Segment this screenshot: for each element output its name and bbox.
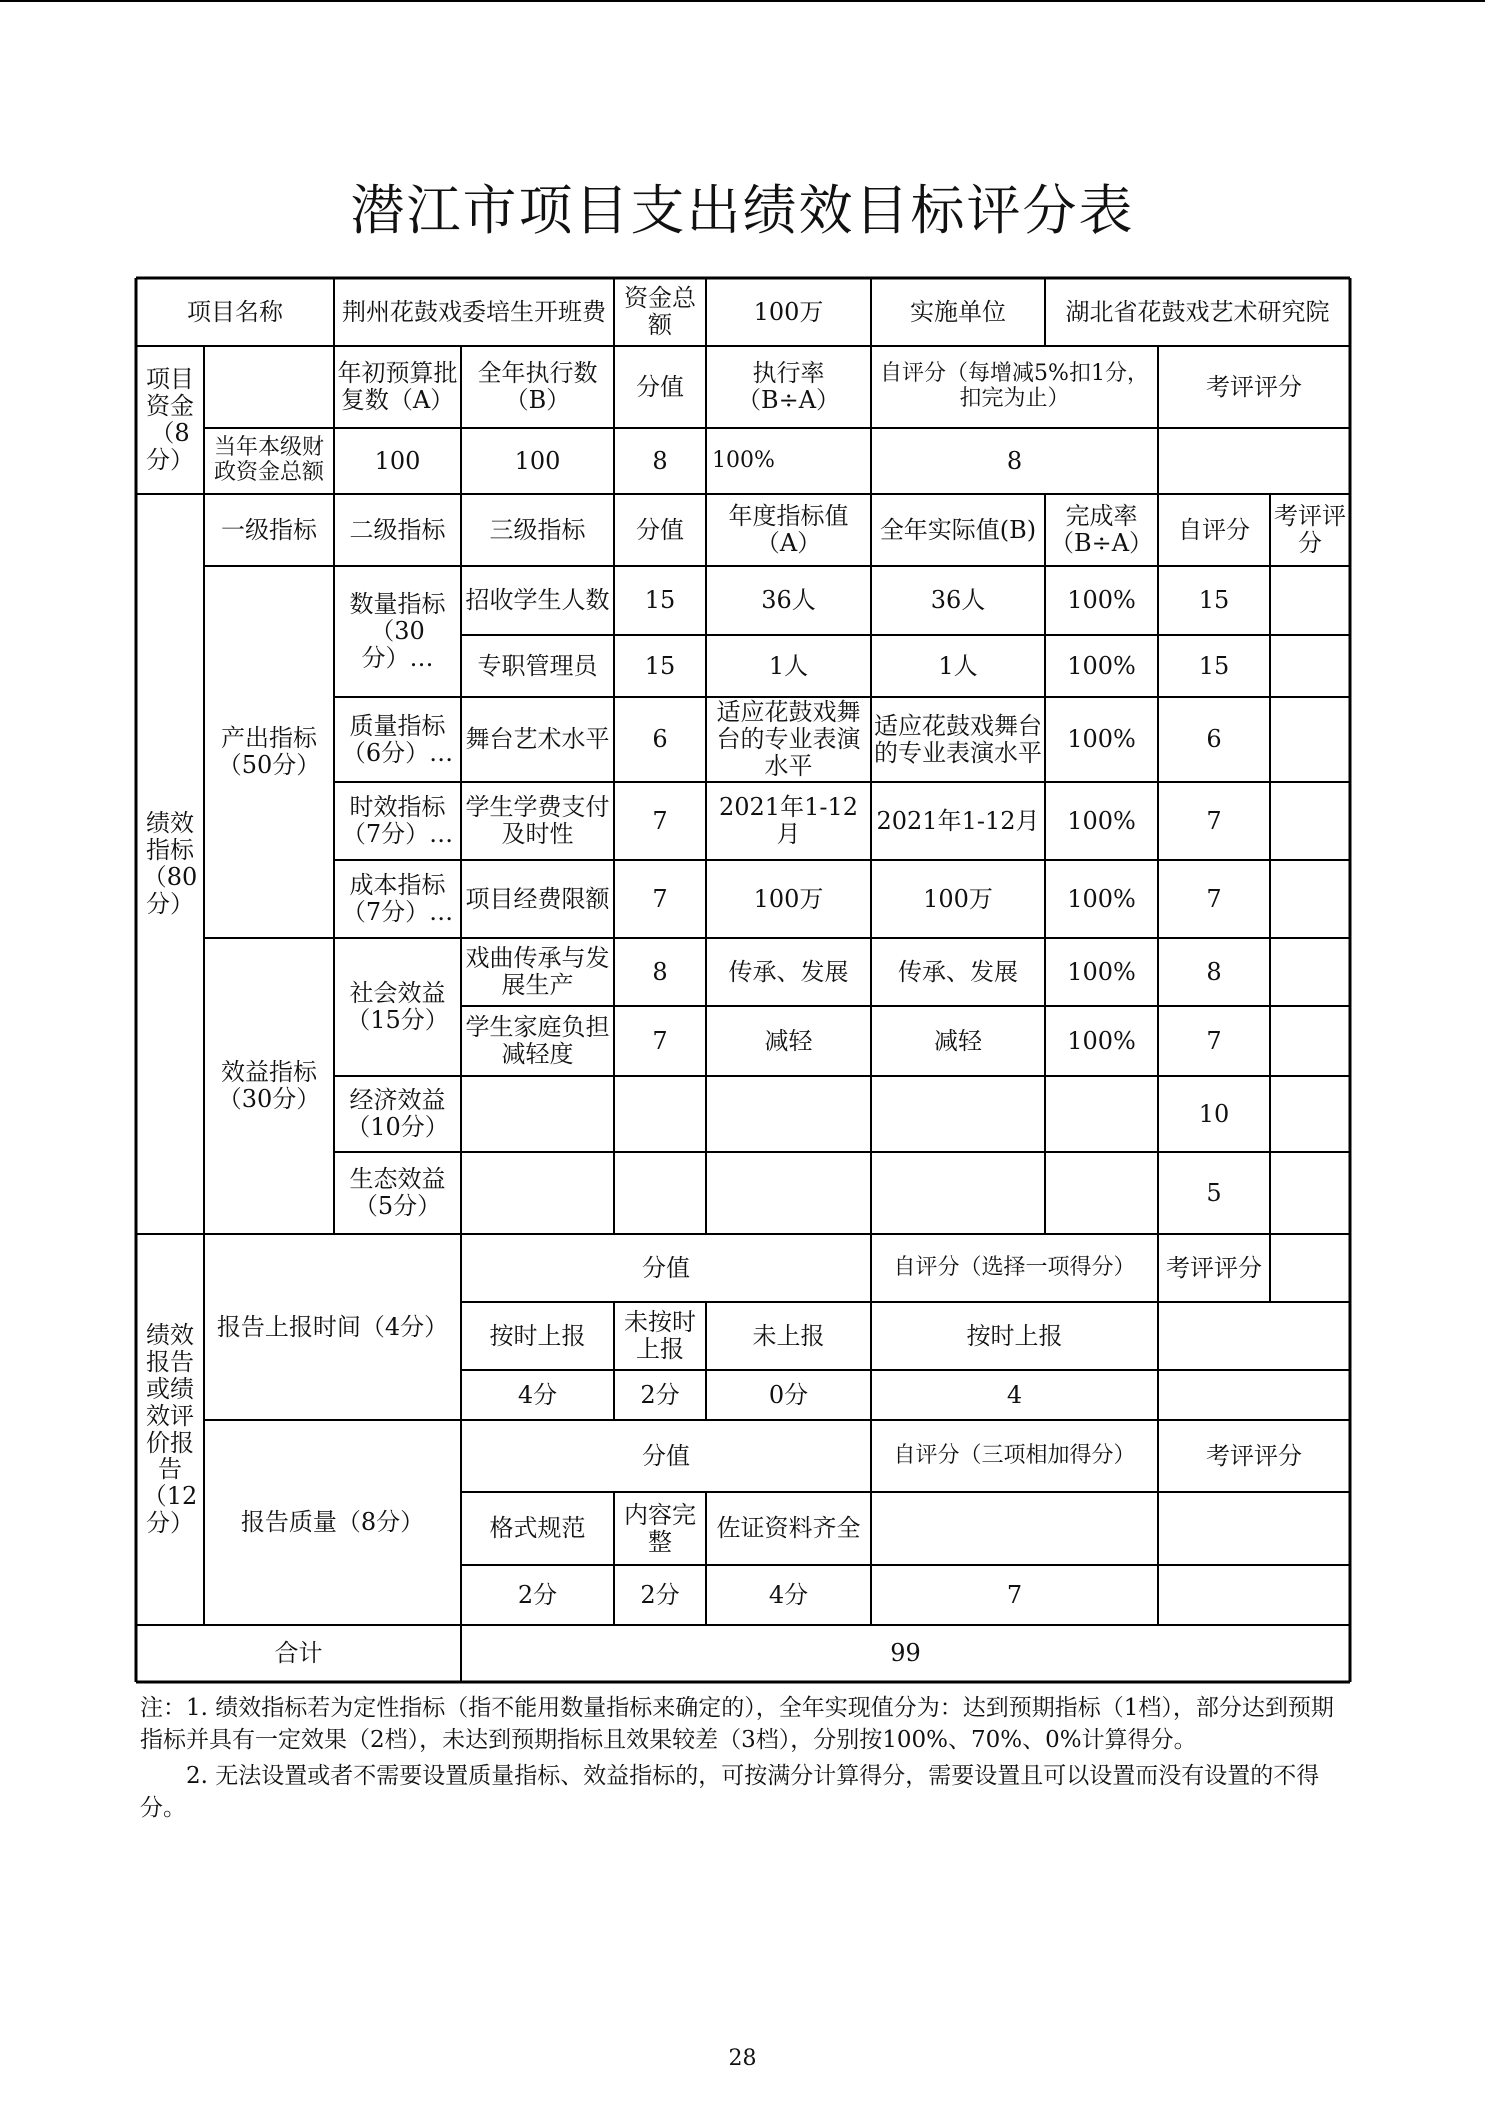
perf-row-3-actual: 2021年1-12月 — [876, 806, 1040, 835]
performance-header-5: 全年实际值(B) — [879, 515, 1037, 544]
perf-row-5-actual: 传承、发展 — [898, 957, 1018, 986]
page-title: 潜江市项目支出绩效目标评分表 — [350, 179, 1135, 242]
timing-self-score: 4 — [1006, 1380, 1023, 1409]
funds-col-budget: 年初预算批复数（A） — [337, 359, 458, 414]
timing-points-late: 2分 — [640, 1380, 680, 1409]
perf-row-8-score — [614, 1152, 706, 1234]
perf-row-1-rate: 100% — [1067, 651, 1136, 680]
perf-row-7-review — [1270, 1076, 1350, 1152]
perf-row-1-target: 1人 — [768, 651, 809, 680]
perf-row-6-review — [1270, 1006, 1350, 1076]
timing-points-none: 0分 — [768, 1380, 809, 1409]
quality-self-blank — [871, 1492, 1158, 1565]
report-quality-label: 报告质量（8分） — [240, 1508, 425, 1537]
perf-row-8-target — [706, 1152, 871, 1234]
performance-header-0: 一级指标 — [221, 515, 317, 544]
perf-row-5-target: 传承、发展 — [728, 957, 849, 986]
perf-row-3-score: 7 — [652, 806, 668, 835]
report-quality-score-label: 分值 — [642, 1441, 690, 1470]
quality-points-content: 2分 — [640, 1580, 680, 1609]
funds-score-value: 8 — [652, 446, 668, 475]
note-2-text: 2. 无法设置或者不需要设置质量指标、效益指标的，可按满分计算得分，需要设置且可以设置而没有设置的不得分。 — [140, 1763, 1320, 1822]
funds-review-value — [1158, 428, 1350, 494]
performance-header-8: 考评评分 — [1274, 502, 1346, 557]
level2-quantity: 数量指标（30分）… — [349, 590, 446, 672]
perf-row-7-score — [614, 1076, 706, 1152]
perf-row-8-actual — [871, 1152, 1045, 1234]
perf-row-7-rate — [1045, 1076, 1158, 1152]
quality-points-evidence: 4分 — [768, 1580, 809, 1609]
perf-row-6-self: 7 — [1206, 1026, 1222, 1055]
timing-option-none: 未上报 — [752, 1321, 825, 1350]
project-name-value: 荆州花鼓戏委培生开班费 — [342, 297, 606, 326]
performance-header-4: 年度指标值（A） — [728, 502, 849, 557]
perf-row-2-score: 6 — [652, 725, 668, 754]
total-value: 99 — [890, 1639, 921, 1668]
quality-self-score: 7 — [1006, 1580, 1023, 1609]
perf-row-2-actual: 适应花鼓戏舞台的专业表演水平 — [874, 711, 1042, 767]
level2-ecological: 生态效益（5分） — [349, 1165, 446, 1220]
timing-review-blank — [1158, 1302, 1350, 1370]
report-quality-review-label: 考评评分 — [1206, 1441, 1302, 1470]
timing-self-choice: 按时上报 — [966, 1321, 1063, 1350]
perf-row-5-l3: 戏曲传承与发展生产 — [465, 944, 610, 999]
fund-total-label: 资金总额 — [624, 284, 696, 339]
perf-row-2-self: 6 — [1206, 725, 1222, 754]
report-timing-score-label: 分值 — [642, 1253, 690, 1282]
quality-review-blank — [1158, 1492, 1350, 1565]
perf-row-4-review — [1270, 860, 1350, 938]
funds-col-review: 考评评分 — [1206, 372, 1302, 401]
timing-option-late: 未按时上报 — [624, 1308, 696, 1363]
perf-row-0-review — [1270, 566, 1350, 635]
perf-row-0-self: 15 — [1198, 586, 1230, 615]
report-quality-self-label: 自评分（三项相加得分） — [893, 1442, 1136, 1468]
perf-row-5-score: 8 — [652, 957, 668, 986]
project-name-label: 项目名称 — [187, 297, 283, 326]
perf-row-3-self: 7 — [1206, 806, 1222, 835]
perf-row-4-actual: 100万 — [923, 884, 993, 913]
funds-blank-header — [204, 346, 334, 428]
quality-points-format: 2分 — [517, 1580, 558, 1609]
perf-row-1-score: 15 — [644, 651, 676, 680]
level2-social: 社会效益（15分） — [346, 979, 449, 1034]
perf-row-2-review — [1270, 697, 1350, 782]
level2-timeliness: 时效指标（7分）… — [341, 793, 454, 848]
timing-points-ontime: 4分 — [517, 1380, 558, 1409]
perf-row-0-l3: 招收学生人数 — [465, 586, 610, 615]
funds-budget-value: 100 — [374, 446, 421, 475]
perf-row-1-l3: 专职管理员 — [477, 651, 598, 680]
report-timing-review-label: 考评评分 — [1166, 1253, 1262, 1282]
perf-row-0-target: 36人 — [761, 586, 816, 615]
quality-option-content: 内容完整 — [624, 1500, 696, 1556]
funds-col-score: 分值 — [636, 372, 684, 401]
perf-row-1-self: 15 — [1198, 651, 1230, 680]
perf-row-4-rate: 100% — [1067, 884, 1136, 913]
perf-row-4-target: 100万 — [753, 884, 824, 913]
quality-review-score — [1158, 1565, 1350, 1625]
perf-row-8-review — [1270, 1152, 1350, 1234]
funds-col-exec: 全年执行数（B） — [477, 359, 598, 414]
perf-row-6-rate: 100% — [1067, 1026, 1136, 1055]
timing-review-score — [1158, 1370, 1350, 1420]
total-label: 合计 — [274, 1639, 323, 1668]
report-timing-self-label: 自评分（选择一项得分） — [893, 1254, 1136, 1280]
perf-row-3-l3: 学生学费支付及时性 — [465, 793, 610, 848]
quality-option-evidence: 佐证资料齐全 — [716, 1514, 861, 1543]
perf-row-8-l3 — [461, 1152, 614, 1234]
perf-row-5-rate: 100% — [1067, 957, 1136, 986]
perf-row-0-actual: 36人 — [930, 586, 986, 615]
report-timing-review-value — [1270, 1234, 1350, 1302]
funds-exec-value: 100 — [514, 446, 561, 475]
performance-header-6: 完成率（B÷A） — [1049, 502, 1154, 557]
perf-row-4-self: 7 — [1206, 884, 1222, 913]
funds-self-value: 8 — [1006, 446, 1023, 475]
perf-row-3-target: 2021年1-12月 — [719, 793, 858, 848]
perf-row-7-target — [706, 1076, 871, 1152]
perf-row-1-review — [1270, 635, 1350, 697]
perf-row-6-target: 减轻 — [764, 1026, 813, 1055]
performance-header-7: 自评分 — [1178, 515, 1250, 544]
funds-rate-value: 100% — [712, 447, 775, 473]
funds-col-rate: 执行率（B÷A） — [736, 359, 841, 414]
perf-row-6-score: 7 — [652, 1026, 668, 1055]
note-1: 注：1. 绩效指标若为定性指标（指不能用数量指标来确定的），全年实现值分为：达到预期指标（1档），部分达到预期指标并具有一定效果（2档），未达到预期指标且效果较差（3档），分别按100%、70%、0%计算得分。 — [140, 1695, 1334, 1754]
fund-total-value: 100万 — [753, 297, 824, 326]
perf-row-8-rate — [1045, 1152, 1158, 1234]
funds-row-label: 当年本级财政资金总额 — [213, 435, 324, 485]
report-timing-label: 报告上报时间（4分） — [216, 1312, 449, 1341]
perf-row-2-rate: 100% — [1067, 725, 1136, 754]
perf-row-5-review — [1270, 938, 1350, 1006]
performance-header-1: 二级指标 — [349, 515, 446, 544]
performance-header-2: 三级指标 — [489, 515, 586, 544]
benefit-indicator-label: 效益指标（30分） — [217, 1058, 321, 1113]
perf-row-2-target: 适应花鼓戏舞台的专业表演水平 — [716, 698, 861, 780]
perf-row-4-l3: 项目经费限额 — [465, 884, 610, 913]
implementer-label: 实施单位 — [910, 297, 1006, 326]
report-section-label: 绩效报告或绩效评价报告（12分） — [142, 1321, 198, 1538]
perf-row-7-actual — [871, 1076, 1045, 1152]
perf-row-3-review — [1270, 782, 1350, 860]
perf-row-0-rate: 100% — [1067, 586, 1136, 615]
perf-row-1-actual: 1人 — [938, 651, 978, 680]
timing-option-ontime: 按时上报 — [489, 1321, 586, 1350]
perf-row-7-self: 10 — [1198, 1099, 1230, 1128]
perf-row-7-l3 — [461, 1076, 614, 1152]
performance-section-label: 绩效指标（80分） — [142, 809, 198, 918]
level2-economic: 经济效益（10分） — [346, 1086, 449, 1141]
funds-col-self: 自评分（每增减5%扣1分，扣完为止） — [880, 361, 1149, 411]
perf-row-4-score: 7 — [652, 884, 668, 913]
note-2 — [140, 1760, 1350, 1824]
perf-row-6-actual: 减轻 — [934, 1026, 982, 1055]
perf-row-5-self: 8 — [1206, 957, 1222, 986]
page-number: 28 — [728, 2046, 757, 2071]
perf-row-0-score: 15 — [644, 586, 676, 615]
implementer-value: 湖北省花鼓戏艺术研究院 — [1065, 297, 1330, 326]
perf-row-2-l3: 舞台艺术水平 — [465, 725, 610, 754]
perf-row-6-l3: 学生家庭负担减轻度 — [465, 1013, 610, 1068]
quality-option-format: 格式规范 — [489, 1514, 586, 1543]
level2-quality: 质量指标（6分）… — [341, 711, 454, 767]
perf-row-8-self: 5 — [1206, 1178, 1222, 1207]
funds-section-label: 项目资金（8分） — [146, 365, 194, 474]
level2-cost: 成本指标（7分）… — [341, 871, 454, 926]
perf-row-3-rate: 100% — [1067, 806, 1136, 835]
output-indicator-label: 产出指标（50分） — [217, 724, 321, 779]
performance-header-3: 分值 — [636, 515, 684, 544]
